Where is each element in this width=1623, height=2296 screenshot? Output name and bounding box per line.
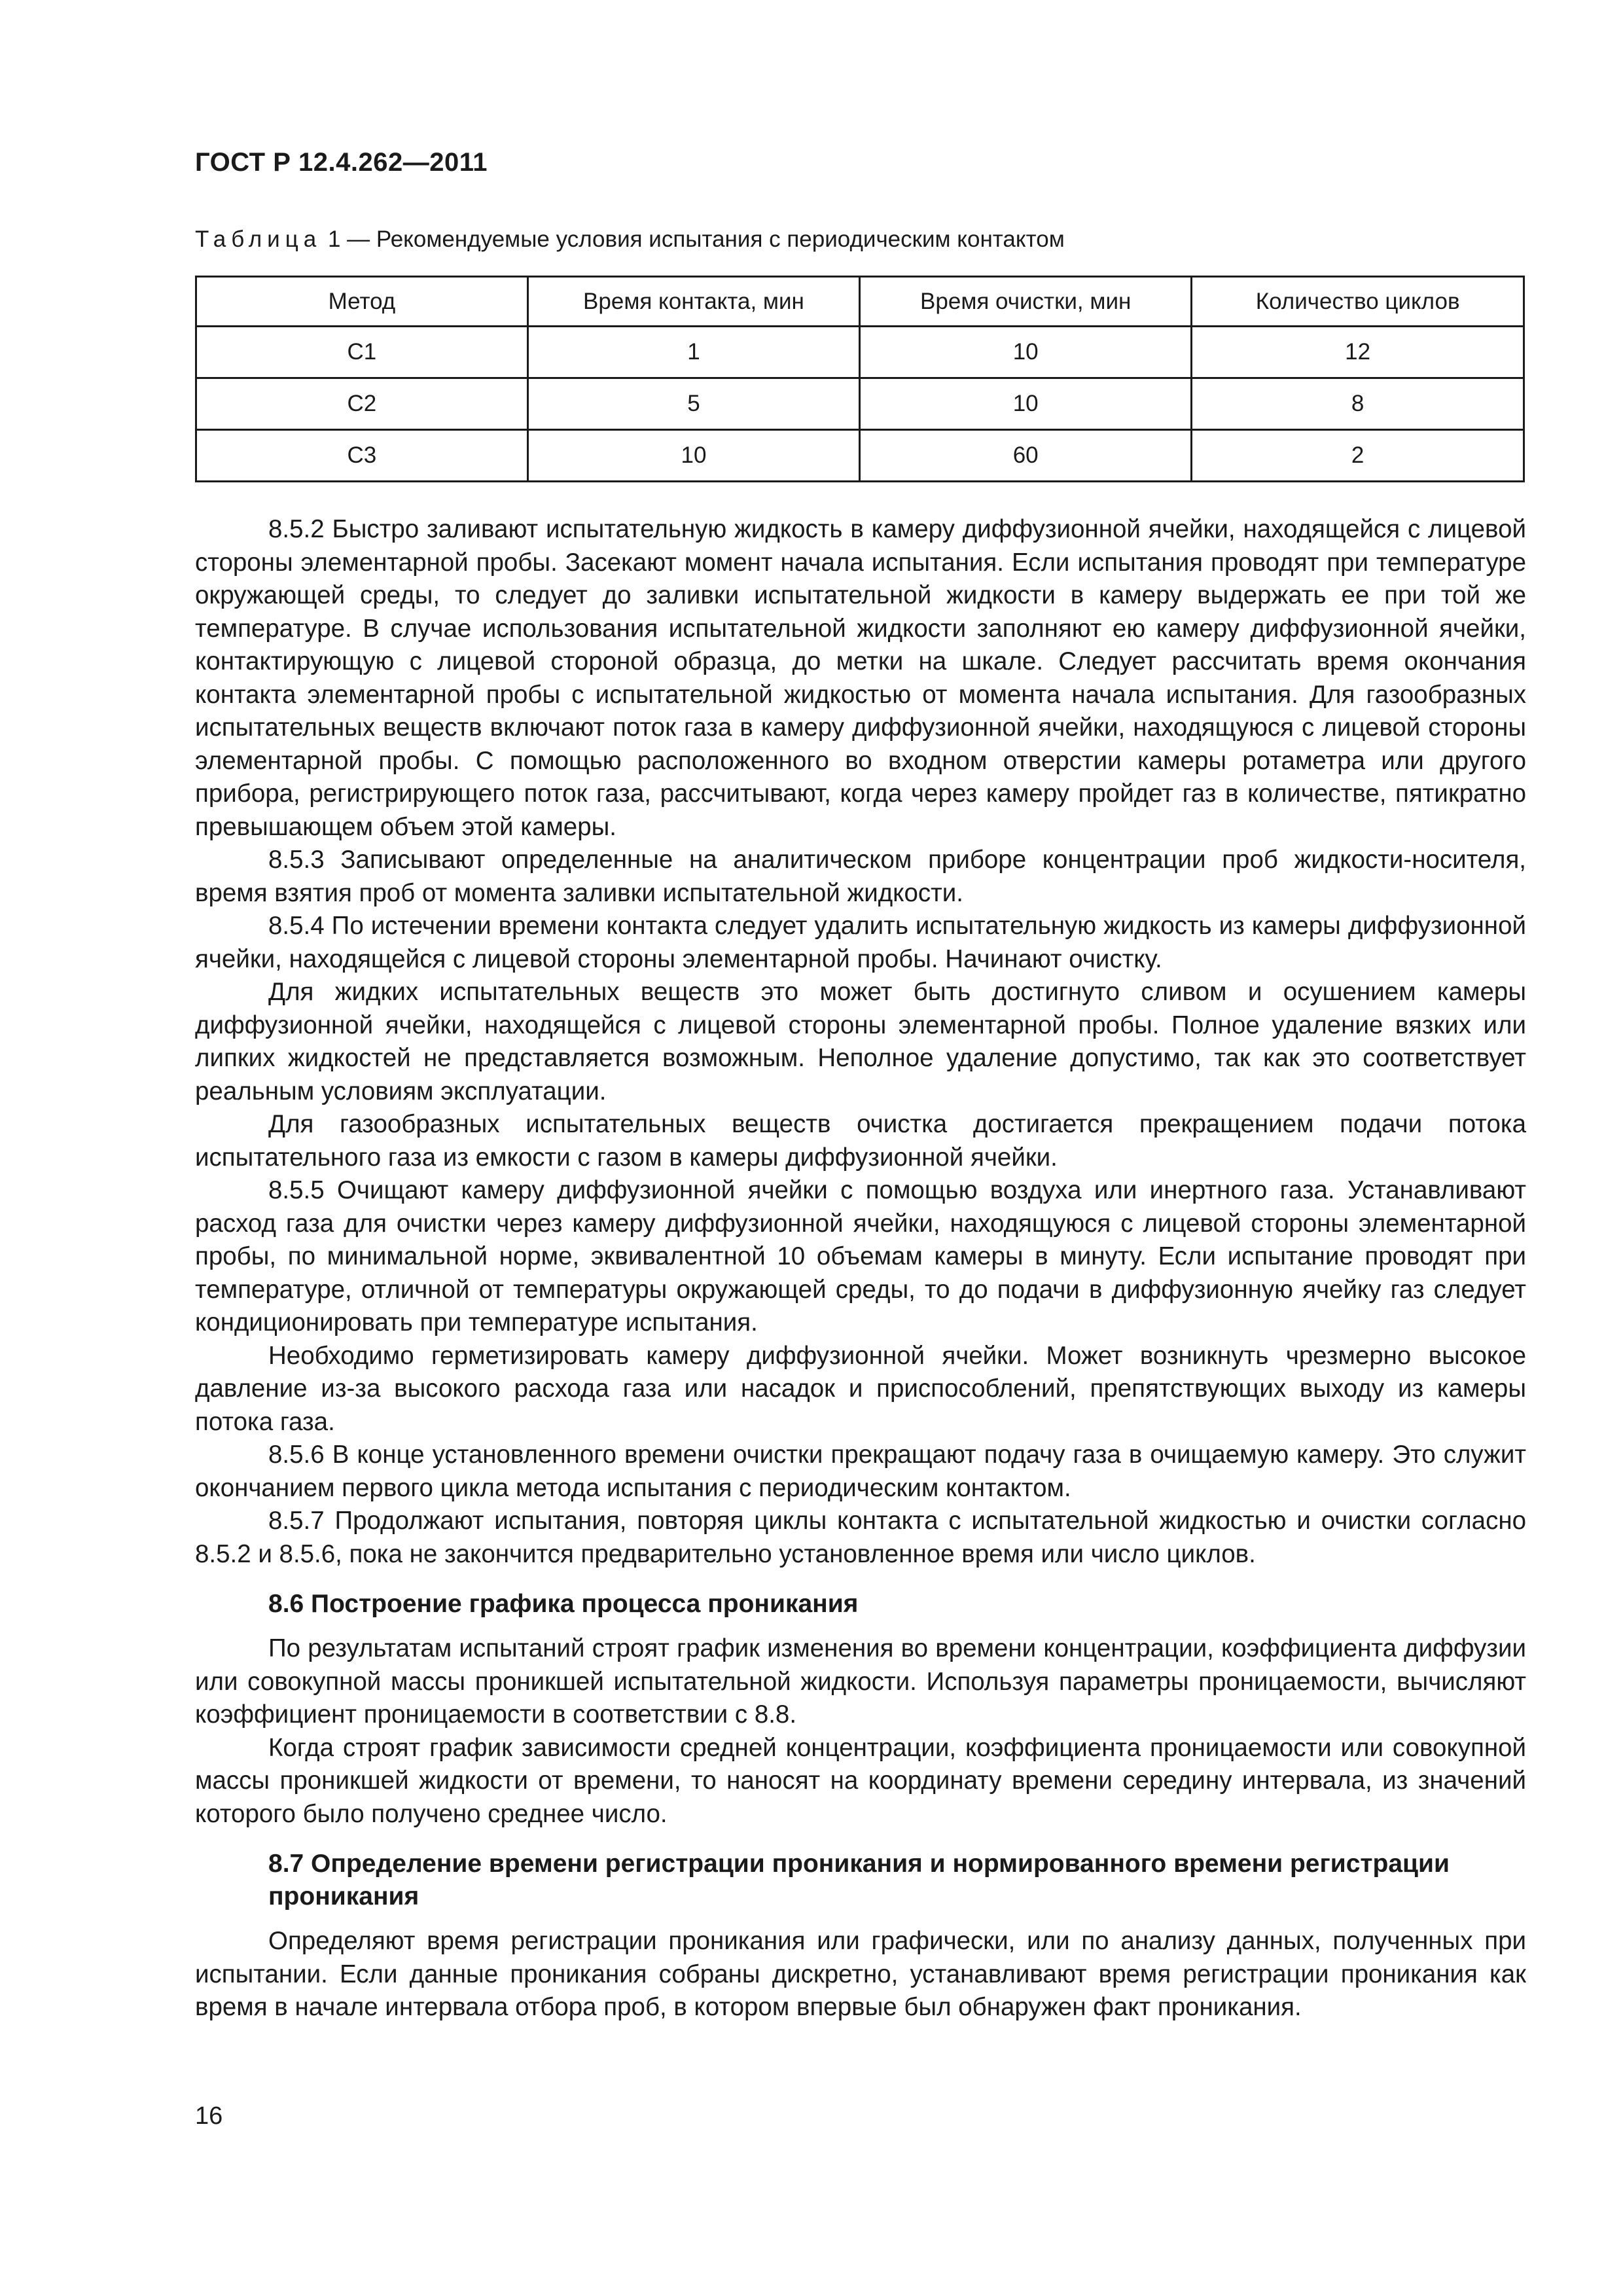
section-heading-8-6: 8.6 Построение графика процесса проникания <box>268 1590 859 1618</box>
paragraph-8-5-2: 8.5.2 Быстро заливают испытательную жидкость в камеру диффузионной ячейки, находящейся с лицевой стороны элементарной пробы. Засекают момент начала испытания. Если испытания проводят при температуре окружающей среды, то следует до заливки испытательной жидкости в камеру выдержать ее при той же температуре. В случае использования испытательной жидкости заполняют ею камеру диффузионной ячейки, контактирующую с лицевой стороной образца, до метки на шкале. Следует рассчитать время окончания контакта элементарной пробы с испытательной жидкостью от момента начала испытания. Для газообразных испытательных веществ включают поток газа в камеру диффузионной ячейки, находящуюся с лицевой стороны элементарной пробы. С помощью расположенного во входном отверстии камеры ротаметра или другого прибора, регистрирующего поток газа, рассчитывают, когда через камеру пройдет газ в количестве, пятикратно превышающем объем этой камеры. <box>195 515 1526 841</box>
table-cell: 2 <box>1192 430 1524 482</box>
table-caption-number: 1 <box>321 226 341 252</box>
table-cell: 60 <box>860 430 1192 482</box>
table-row <box>196 378 1524 430</box>
table-cell: С3 <box>196 430 528 482</box>
table-cell: 5 <box>527 378 859 430</box>
paragraph-liquid-cleaning: Для жидких испытательных веществ это может быть достигнуто сливом и осушением камеры диффузионной ячейки, находящейся с лицевой стороны элементарной пробы. Полное удаление вязких или липких жидкостей не представляется возможным. Неполное удаление допустимо, так как это соответствует реальным условиям эксплуатации. <box>195 978 1526 1105</box>
paragraph-8-5-4: 8.5.4 По истечении времени контакта следует удалить испытательную жидкость из камеры диффузионной ячейки, находящейся с лицевой стороны элементарной пробы. Начинают очистку. <box>195 912 1526 973</box>
table-row <box>196 327 1524 378</box>
section-heading-8-7: 8.7 Определение времени регистрации проникания и нормированного времени регистрации проникания <box>268 1850 1450 1910</box>
table-row <box>196 430 1524 482</box>
table-cell: 10 <box>860 378 1192 430</box>
paragraph-8-5-5: 8.5.5 Очищают камеру диффузионной ячейки с помощью воздуха или инертного газа. Устанавливают расход газа для очистки через камеру диффузионной ячейки, находящуюся с лицевой стороны элементарной пробы, по минимальной норме, эквивалентной 10 объемам камеры в минуту. Если испытание проводят при температуре, отличной от температуры окружающей среды, то до подачи в диффузионную ячейку газ следует кондиционировать при температуре испытания. <box>195 1176 1526 1336</box>
page-number: 16 <box>195 2102 223 2130</box>
table-cell: 1 <box>527 327 859 378</box>
table-caption <box>195 226 1065 253</box>
table-header-row <box>196 277 1524 327</box>
column-header-cleaning-time: Время очистки, мин <box>860 277 1192 327</box>
document-header: ГОСТ Р 12.4.262—2011 <box>195 148 488 177</box>
paragraph-sealing: Необходимо герметизировать камеру диффузионной ячейки. Может возникнуть чрезмерно высокое давление из-за высокого расхода газа или насадок и приспособлений, препятствующих выходу из камеры потока газа. <box>195 1341 1526 1436</box>
paragraph-8-5-6: 8.5.6 В конце установленного времени очистки прекращают подачу газа в очищаемую камеру. Это служит окончанием первого цикла метода испытания с периодическим контактом. <box>195 1441 1526 1502</box>
paragraph-8-6-a: По результатам испытаний строят график изменения во времени концентрации, коэффициента диффузии или совокупной массы проникшей испытательной жидкости. Используя параметры проницаемости, вычисляют коэффициент проницаемости в соответствии с 8.8. <box>195 1634 1526 1729</box>
paragraph-8-5-7: 8.5.7 Продолжают испытания, повторяя циклы контакта с испытательной жидкостью и очистки согласно 8.5.2 и 8.5.6, пока не закончится предварительно установленное время или число циклов. <box>195 1507 1526 1568</box>
table-caption-text: — Рекомендуемые условия испытания с периодическим контактом <box>340 226 1065 252</box>
table-cell: 10 <box>860 327 1192 378</box>
column-header-cycle-count: Количество циклов <box>1192 277 1524 327</box>
column-header-method: Метод <box>196 277 528 327</box>
paragraph-gas-cleaning: Для газообразных испытательных веществ очистка достигается прекращением подачи потока испытательного газа из емкости с газом в камеры диффузионной ячейки. <box>195 1110 1526 1172</box>
table-cell: С1 <box>196 327 528 378</box>
paragraph-8-5-3: 8.5.3 Записывают определенные на аналитическом приборе концентрации проб жидкости-носителя, время взятия проб от момента заливки испытательной жидкости. <box>195 846 1526 907</box>
table-caption-label: Таблица <box>195 226 322 252</box>
paragraph-8-7: Определяют время регистрации проникания или графически, или по анализу данных, полученных при испытании. Если данные проникания собраны дискретно, устанавливают время регистрации проникания как время в начале интервала отбора проб, в котором впервые был обнаружен факт проникания. <box>195 1927 1526 2021</box>
conditions-table <box>195 276 1525 482</box>
document-body <box>195 513 1526 2024</box>
table-cell: 8 <box>1192 378 1524 430</box>
table-cell: 12 <box>1192 327 1524 378</box>
table-cell: 10 <box>527 430 859 482</box>
column-header-contact-time: Время контакта, мин <box>527 277 859 327</box>
paragraph-8-6-b: Когда строят график зависимости средней концентрации, коэффициента проницаемости или совокупной массы проникшей жидкости от времени, то наносят на координату времени середину интервала, из значений которого было получено среднее число. <box>195 1733 1526 1828</box>
table-cell: С2 <box>196 378 528 430</box>
